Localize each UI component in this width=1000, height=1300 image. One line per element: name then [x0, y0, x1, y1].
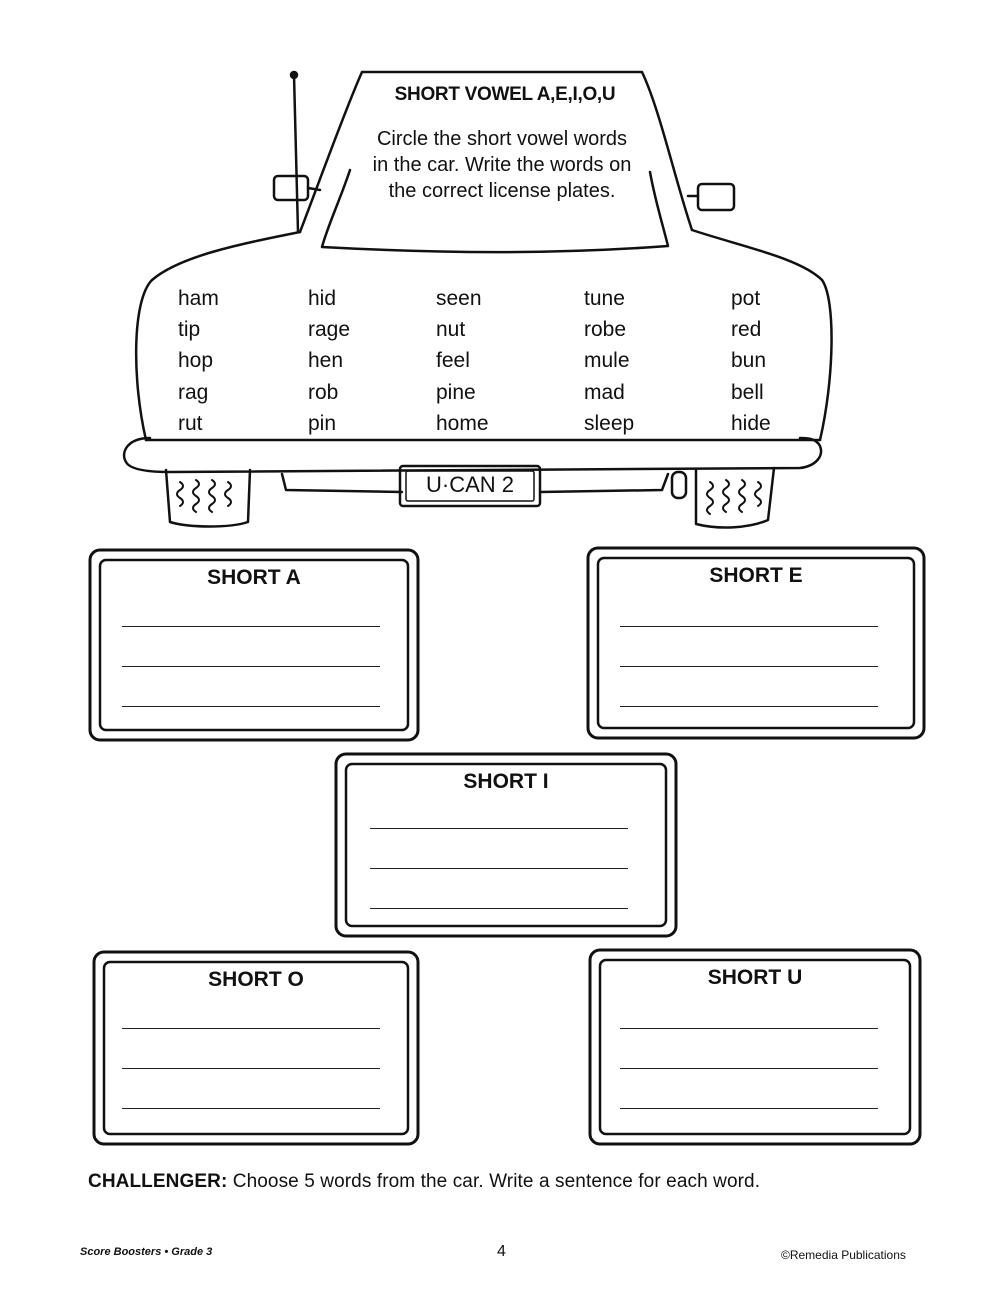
word[interactable]: seen — [436, 287, 482, 310]
right-mirror — [698, 184, 734, 210]
plate-title: SHORT O — [208, 968, 304, 991]
word[interactable]: sleep — [584, 411, 635, 435]
answer-line[interactable] — [620, 1028, 878, 1029]
word-column-1 — [178, 283, 219, 439]
word[interactable]: mad — [584, 380, 625, 404]
answer-line[interactable] — [620, 626, 878, 627]
word[interactable]: ham — [178, 287, 219, 310]
plate-title: SHORT A — [207, 566, 301, 589]
plate-short-a — [88, 548, 420, 742]
answer-line[interactable] — [122, 1068, 380, 1069]
word[interactable]: feel — [436, 349, 470, 373]
right-tire — [696, 468, 774, 527]
plate-short-u — [588, 948, 922, 1146]
word-column-3 — [436, 283, 489, 439]
antenna — [294, 75, 298, 232]
word[interactable]: rage — [308, 318, 351, 342]
word[interactable]: nut — [436, 318, 466, 342]
left-mirror — [274, 176, 308, 200]
answer-line[interactable] — [122, 666, 380, 667]
answer-line[interactable] — [620, 706, 878, 707]
page-number: 4 — [497, 1243, 506, 1260]
answer-line[interactable] — [620, 1108, 878, 1109]
word[interactable]: mule — [584, 349, 630, 373]
plate-title: SHORT E — [709, 564, 803, 587]
challenger-label: CHALLENGER: — [88, 1171, 228, 1192]
word[interactable]: rut — [178, 411, 203, 435]
word-column-4 — [584, 283, 634, 439]
car-plate-text: U·CAN 2 — [425, 472, 514, 497]
answer-line[interactable] — [370, 828, 628, 829]
footer-series: Score Boosters • Grade 3 — [80, 1246, 213, 1258]
answer-line[interactable] — [620, 1068, 878, 1069]
word[interactable]: pin — [308, 411, 337, 435]
instructions: Circle the short vowel words in the car. Write the words on the correct license plates. — [372, 128, 632, 202]
word[interactable]: bell — [731, 380, 764, 404]
plate-short-e — [586, 546, 926, 740]
answer-line[interactable] — [122, 626, 380, 627]
answer-line[interactable] — [370, 908, 628, 909]
word[interactable]: robe — [584, 318, 627, 342]
worksheet-title: SHORT VOWEL A,E,I,O,U — [394, 84, 616, 105]
answer-line[interactable] — [122, 1108, 380, 1109]
word[interactable]: tune — [584, 287, 625, 310]
word[interactable]: home — [436, 411, 489, 435]
word[interactable]: hid — [308, 287, 337, 310]
word[interactable]: pine — [436, 380, 476, 404]
plate-short-i — [334, 752, 678, 938]
answer-line[interactable] — [122, 1028, 380, 1029]
left-tire — [166, 470, 250, 527]
word[interactable]: hop — [178, 349, 214, 373]
antenna-tip — [291, 72, 297, 78]
footer-copyright: ©Remedia Publications — [781, 1248, 906, 1262]
word[interactable]: hide — [731, 411, 771, 435]
word[interactable]: bun — [731, 349, 767, 373]
word[interactable]: red — [731, 318, 762, 342]
word[interactable]: rag — [178, 380, 209, 404]
word[interactable]: rob — [308, 380, 339, 404]
word[interactable]: pot — [731, 287, 761, 310]
word[interactable]: hen — [308, 349, 344, 373]
word-column-5 — [731, 283, 771, 439]
exhaust-pipe — [672, 472, 686, 498]
plate-short-o — [92, 950, 420, 1146]
word[interactable]: tip — [178, 318, 201, 342]
challenger-text: Choose 5 words from the car. Write a sentence for each word. — [227, 1171, 761, 1192]
answer-line[interactable] — [122, 706, 380, 707]
word-column-2 — [308, 283, 350, 439]
answer-line[interactable] — [620, 666, 878, 667]
plate-title: SHORT I — [463, 770, 549, 793]
car-illustration — [0, 0, 1000, 540]
answer-line[interactable] — [370, 868, 628, 869]
plate-title: SHORT U — [707, 966, 803, 989]
challenger-instructions — [88, 1171, 760, 1193]
